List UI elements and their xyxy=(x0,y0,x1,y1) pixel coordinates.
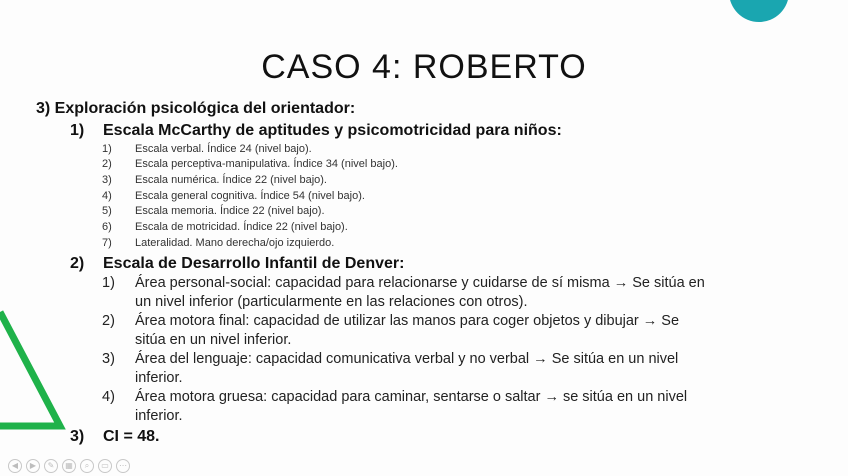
item-number: 4) xyxy=(102,190,112,202)
pen-icon[interactable]: ✎ xyxy=(44,459,58,473)
item-number: 2) xyxy=(102,313,115,329)
item-number: 6) xyxy=(102,221,112,233)
list-heading: Escala McCarthy de aptitudes y psicomotricidad para niños: xyxy=(103,122,562,139)
list-number: 1) xyxy=(70,122,85,139)
item-text: Área motora gruesa: capacidad para caminar, sentarse o saltar → se sitúa en un nivel xyxy=(135,389,688,405)
item-number: 3) xyxy=(102,174,112,186)
list-number: 2) xyxy=(70,255,85,272)
item-text: Escala de motricidad. Índice 22 (nivel bajo). xyxy=(135,221,348,233)
subtitles-icon[interactable]: ▭ xyxy=(98,459,112,473)
slide-title: CASO 4: ROBERTO xyxy=(261,48,587,86)
slides-icon[interactable]: ▦ xyxy=(62,459,76,473)
prev-icon[interactable]: ◀ xyxy=(8,459,22,473)
decorative-triangle xyxy=(0,306,70,436)
ci-value: CI = 48. xyxy=(103,428,160,445)
list-item xyxy=(102,143,312,155)
item-text-continuation: un nivel inferior (particularmente en las relaciones con otros). xyxy=(135,294,528,310)
item-text-continuation: inferior. xyxy=(135,408,183,424)
item-text-continuation: sitúa en un nivel inferior. xyxy=(135,332,292,348)
item-number: 2) xyxy=(102,158,112,170)
item-number: 1) xyxy=(102,143,112,155)
item-text: Área personal-social: capacidad para relacionarse y cuidarse de sí misma → Se sitúa en xyxy=(135,275,705,291)
list1-heading-row xyxy=(70,122,562,140)
item-number: 1) xyxy=(102,275,115,291)
list-item xyxy=(102,237,334,249)
list-item xyxy=(102,351,678,367)
item-text-continuation: inferior. xyxy=(135,370,183,386)
item-text: Área del lenguaje: capacidad comunicativa verbal y no verbal → Se sitúa en un nivel xyxy=(135,351,679,367)
item-number: 5) xyxy=(102,205,112,217)
list-item xyxy=(102,313,679,329)
item-number: 7) xyxy=(102,237,112,249)
list-item xyxy=(102,275,705,291)
slideshow-toolbar xyxy=(8,459,130,473)
list-item xyxy=(102,221,348,233)
item-text: Escala numérica. Índice 22 (nivel bajo). xyxy=(135,174,327,186)
list-heading: Escala de Desarrollo Infantil de Denver: xyxy=(103,255,405,272)
list2-heading-row xyxy=(70,255,404,273)
item-number: 3) xyxy=(102,351,115,367)
item-text: Escala memoria. Índice 22 (nivel bajo). xyxy=(135,205,325,217)
section-heading: 3) Exploración psicológica del orientador: xyxy=(36,100,356,117)
list-item xyxy=(102,174,327,186)
more-icon[interactable]: ⋯ xyxy=(116,459,130,473)
decorative-circle xyxy=(729,0,789,22)
item-number: 4) xyxy=(102,389,115,405)
item-text: Lateralidad. Mano derecha/ojo izquierdo. xyxy=(135,237,335,249)
list-item xyxy=(102,205,325,217)
list-item xyxy=(102,190,365,202)
item-text: Área motora final: capacidad de utilizar las manos para coger objetos y dibujar → Se xyxy=(135,313,680,329)
list-item xyxy=(102,389,687,405)
zoom-icon[interactable]: ⌕ xyxy=(80,459,94,473)
next-icon[interactable]: ▶ xyxy=(26,459,40,473)
item-text: Escala perceptiva-manipulativa. Índice 34 (nivel bajo). xyxy=(135,158,398,170)
item-text: Escala general cognitiva. Índice 54 (nivel bajo). xyxy=(135,190,365,202)
list-item xyxy=(102,158,398,170)
item-text: Escala verbal. Índice 24 (nivel bajo). xyxy=(135,143,312,155)
list-number: 3) xyxy=(70,428,85,445)
list3-row xyxy=(70,428,159,446)
